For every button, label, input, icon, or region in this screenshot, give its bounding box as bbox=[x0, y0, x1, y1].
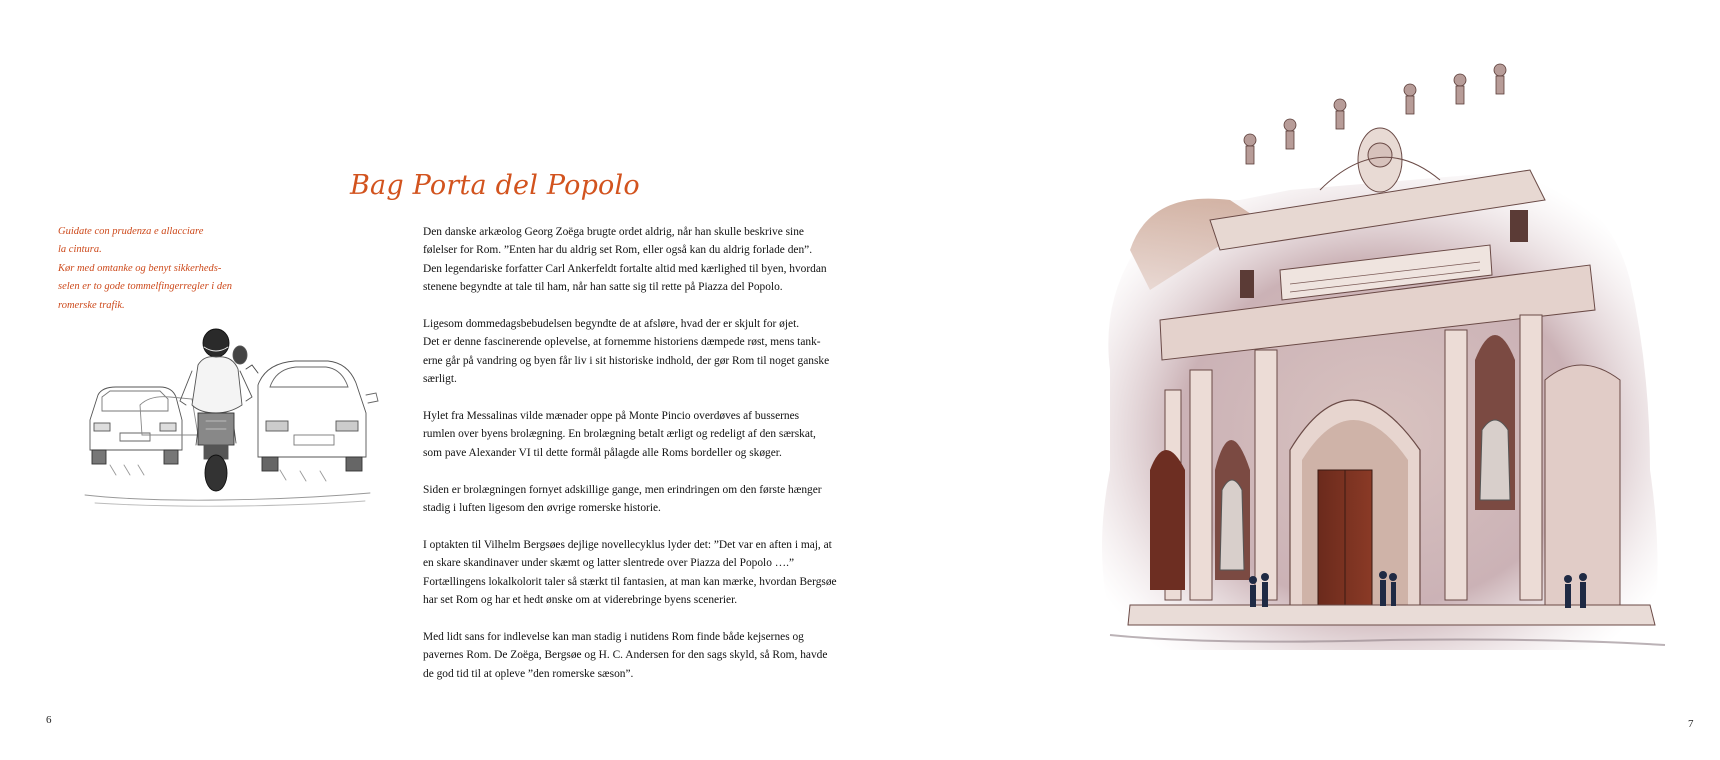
text-line: Fortællingens lokalkolorit taler så stærkt til fantasien, at man kan mærke, hvordan Bergsøe bbox=[423, 575, 837, 588]
paragraph bbox=[423, 315, 843, 389]
text-line: rumlen over byens brolægning. En brolægning betalt ærligt og redeligt af den særskat, bbox=[423, 428, 816, 441]
page-number-right: 7 bbox=[1688, 718, 1694, 730]
text-line: de god tid til at opleve ”den romerske sæson”. bbox=[423, 667, 634, 680]
text-line: Siden er brolægningen fornyet adskillige gange, men erindringen om den første hænger bbox=[423, 483, 822, 496]
paragraph bbox=[423, 481, 843, 518]
paragraph bbox=[423, 223, 843, 297]
sidenote-line: romerske trafik. bbox=[58, 299, 125, 311]
page-number-left: 6 bbox=[46, 714, 52, 726]
text-line: erne går på vandring og byen får liv i sit historiske indhold, der gør Rom til noget ganske bbox=[423, 354, 830, 367]
text-line: Den legendariske forfatter Carl Ankerfeldt fortalte altid med kærlighed til byen, hvordan bbox=[423, 262, 827, 275]
text-line: en skare skandinaver under skæmt og latter slentrede over Piazza del Popolo ….” bbox=[423, 557, 795, 570]
text-line: pavernes Rom. De Zoëga, Bergsøe og H. C. Andersen for den sags skyld, så Rom, havde bbox=[423, 649, 828, 662]
porta-del-popolo-watercolor bbox=[1090, 50, 1675, 700]
paragraph bbox=[423, 628, 843, 683]
sidenote-line: Guidate con prudenza e allacciare bbox=[58, 226, 204, 237]
text-line: Det er denne fascinerende oplevelse, at fornemme historiens dæmpede røst, mens tank- bbox=[423, 336, 821, 349]
sidenote bbox=[58, 223, 238, 315]
text-line: stadig i luften ligesom den øvrige romerske historie. bbox=[423, 502, 661, 515]
text-line: Ligesom dommedagsbebudelsen begyndte de at afsløre, hvad der er skjult for øjet. bbox=[423, 318, 800, 331]
text-line: har set Rom og har et hedt ønske om at viderebringe byens scenerier. bbox=[423, 594, 738, 607]
text-line: Med lidt sans for indlevelse kan man stadig i nutidens Rom finde både kejsernes og bbox=[423, 630, 804, 643]
text-line: som pave Alexander VI til dette formål pålagde alle Roms bordeller og skøger. bbox=[423, 446, 782, 459]
text-line: stenene begyndte at tale til ham, når han satte sig til rette på Piazza del Popolo. bbox=[423, 281, 783, 294]
scooter-traffic-sketch bbox=[80, 325, 380, 515]
sidenote-line: la cintura. bbox=[58, 244, 102, 256]
page-title: Bag Porta del Popolo bbox=[350, 170, 640, 201]
text-line: følelser for Rom. ”Enten har du aldrig set Rom, eller også kan du aldrig forlade den”. bbox=[423, 244, 813, 257]
text-line: Den danske arkæolog Georg Zoëga brugte ordet aldrig, når han skulle beskrive sine bbox=[423, 226, 804, 238]
article-body bbox=[423, 223, 843, 701]
text-line: særligt. bbox=[423, 373, 457, 386]
text-line: I optakten til Vilhelm Bergsøes dejlige novellecyklus lyder det: ”Det var en aften i maj, at bbox=[423, 538, 832, 551]
sidenote-line: selen er to gode tommelfingerregler i den bbox=[58, 281, 232, 293]
paragraph bbox=[423, 407, 843, 462]
paragraph bbox=[423, 536, 843, 610]
text-line: Hylet fra Messalinas vilde mænader oppe på Monte Pincio overdøves af bussernes bbox=[423, 410, 800, 423]
sidenote-line: Kør med omtanke og benyt sikkerheds- bbox=[58, 262, 222, 274]
